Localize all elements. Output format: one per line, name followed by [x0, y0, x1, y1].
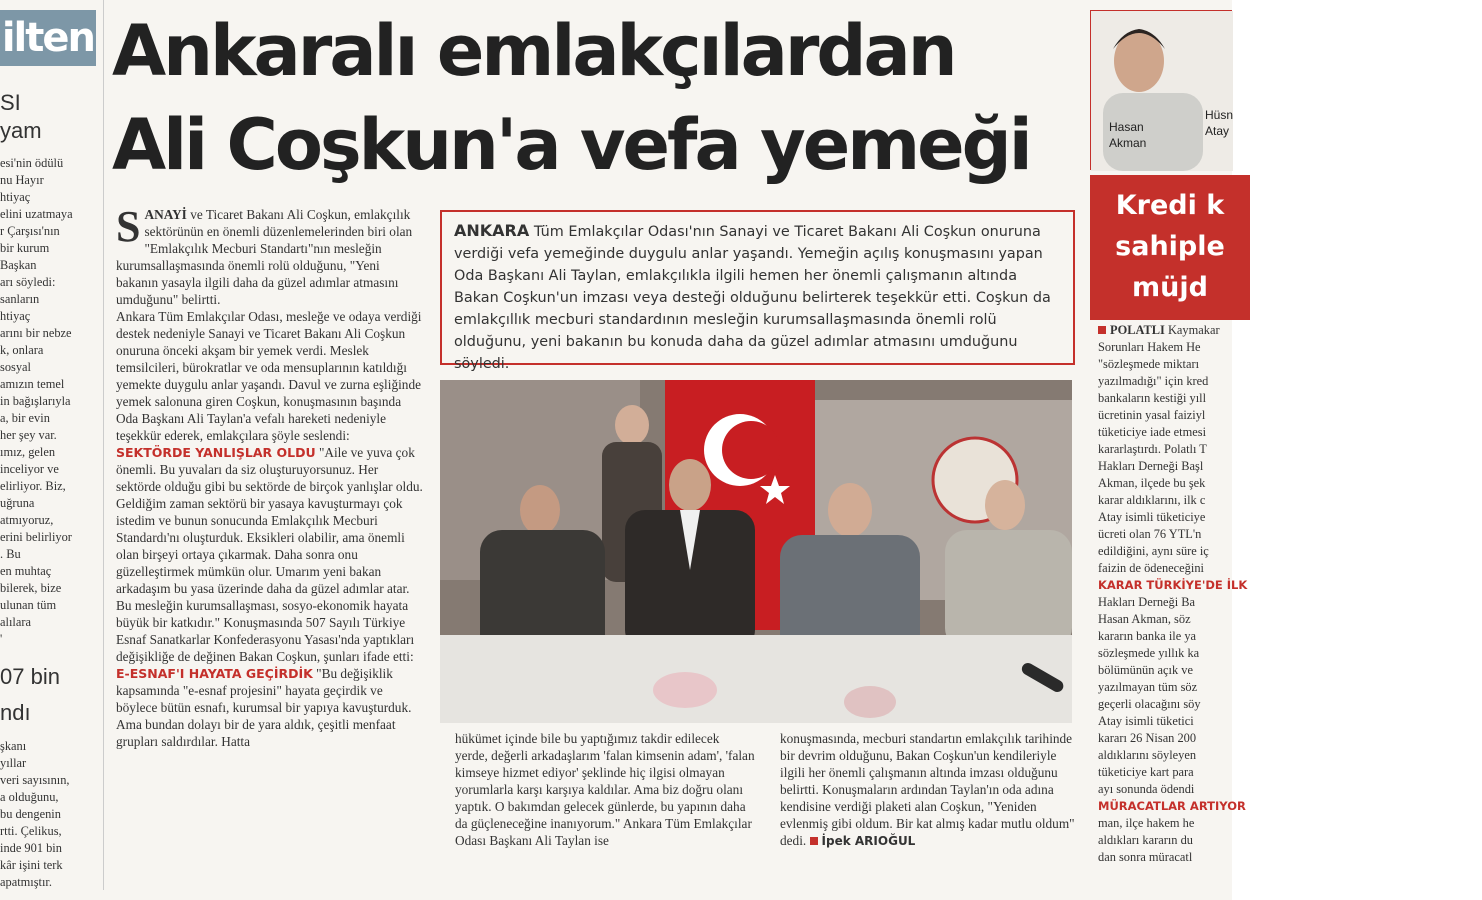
right-column: [1090, 10, 1248, 890]
left-text-line: alılara: [0, 615, 31, 629]
portrait-name-2: Hüsn Atay: [1205, 108, 1234, 138]
right-text-line: kararlaştırdı. Polatlı T: [1098, 442, 1207, 456]
banner-line-1: Kredi k: [1115, 190, 1225, 221]
right-text-line: karar aldıklarını, ilk c: [1098, 493, 1206, 507]
headline-line-2: Ali Coşkun'a vefa yemeği: [112, 104, 1030, 186]
headline: [112, 4, 1087, 192]
left-text-line: veri sayısının,: [0, 773, 70, 787]
left-text-line: yıllar: [0, 756, 27, 770]
left-body-2: [0, 738, 70, 891]
right-banner: [1090, 175, 1250, 320]
right-text-line: yazılmayan tüm söz: [1098, 680, 1198, 694]
right-text-line: sözleşmede yıllık ka: [1098, 646, 1200, 660]
left-text-line: k, onlara: [0, 343, 44, 357]
left-text-line: r Çarşısı'nın: [0, 224, 60, 238]
left-headline-2: yam: [0, 118, 42, 143]
left-headline-3: 07 bin: [0, 664, 60, 689]
left-text-line: uğruna: [0, 496, 35, 510]
right-subheading-1: KARAR TÜRKİYE'DE İLK: [1098, 578, 1248, 592]
paragraph-1-lead: ANAYİ: [144, 207, 187, 222]
banner-line-3: müjd: [1132, 272, 1208, 303]
left-text-line: elirliyor. Biz,: [0, 479, 66, 493]
left-text-line: . Bu: [0, 547, 21, 561]
right-text-line: bankaların kestiği yıll: [1098, 391, 1207, 405]
left-text-line: ': [0, 632, 3, 646]
right-text-line: Atay isimli tüketici: [1098, 714, 1194, 728]
right-text-line: bölümünün açık ve: [1098, 663, 1193, 677]
left-headline-4: ndı: [0, 700, 31, 725]
right-text-line: Atay isimli tüketiciye: [1098, 510, 1206, 524]
right-subheading-2: MÜRACATLAR ARTIYOR: [1098, 799, 1246, 813]
headline-line-1: Ankaralı emlakçılardan: [112, 10, 955, 92]
left-text-line: apatmıştır.: [0, 875, 52, 889]
left-text-line: amızın temel: [0, 377, 65, 391]
left-text-line: bilerek, bize: [0, 581, 62, 595]
left-text-line: her şey var.: [0, 428, 57, 442]
right-text-line: kararın banka ile ya: [1098, 629, 1197, 643]
portrait-box: [1090, 10, 1232, 170]
left-text-line: inde 901 bin: [0, 841, 62, 855]
right-text-line: Sorunları Hakem He: [1098, 340, 1201, 354]
left-text-line: ulunan tüm: [0, 598, 57, 612]
right-text-line: Kaymakar: [1167, 323, 1220, 337]
intro-box: [440, 210, 1075, 372]
left-text-line: ımız, gelen: [0, 445, 56, 459]
left-text-line: bir kurum: [0, 241, 50, 255]
portrait-name-1: Hasan Akman: [1109, 120, 1147, 150]
right-text-line: faizin de ödeneceğini: [1098, 561, 1204, 575]
right-text-line: dan sonra müracatl: [1098, 850, 1193, 864]
left-headline-1: SI: [0, 90, 21, 115]
column-rule: [103, 0, 104, 890]
right-text-line: edildiğini, aynı süre iç: [1098, 544, 1209, 558]
end-mark: [810, 837, 818, 845]
right-text-line: "sözleşmede miktarı: [1098, 357, 1200, 371]
left-text-line: a, bir evin: [0, 411, 50, 425]
paragraph-2: Ankara Tüm Emlakçılar Odası, mesleğe ve odaya verdiği destek nedeniyle Sanayi ve Ticaret Bakanı Ali Coşkun onuruna önceki akşam bir yemek verdi. Meslek temsilcileri, bürokratlar ve oda mensuplarının katıldığı yemekte duygulu anlar yaşandı. Davul ve zurna eşliğinde yemek salonuna giren Coşkun, konuşmasının başında Oda Başkanı Ali Taylan'a vefalı hareketi nedeniyle teşekkür ederek, emlakçılara şöyle seslendi:: [116, 309, 422, 443]
intro-text: Tüm Emlakçılar Odası'nın Sanayi ve Ticaret Bakanı Ali Coşkun onuruna verdiği vefa yemeğinde duygulu anlar yaşandı. Yemeğin açılış konuşmasını yapan Oda Başkanı Ali Taylan, emlakçılıkla ilgili hemen her önemli çalışmanın altında Bakan Coşkun'un imzası veya desteği olduğunu belirterek teşekkür etti. Coşkun da emlakçıllık mecburi standardının mesleğin kurumsallaşmasında önemli rolü olduğunu, yeni bakanın bu konuda daha da güzel adımlar atmasını umduğunu söyledi.: [454, 224, 1051, 372]
column-2-text: hükümet içinde bile bu yaptığımız takdir edilecek yerde, değerli arkadaşlarım 'falan kimsenin adam', 'falan kimseye hizmet ediyor' şeklinde hiç ilgisi olmayan yorumlarla karşı karşıya kaldılar. Ama biz doğru olanı yaptık. O bakımdan gelecek günlerde, bu yapının daha da güçleneceğine inanıyorum." Ankara Tüm Emlakçılar Odası Başkanı Ali Taylan ise: [455, 731, 755, 848]
paragraph-3: "Aile ve yuva çok önemli. Bu yuvaları da siz oluşturuyorsunuz. Her sektörde olduğu gibi bu sektörde de birçok yanlışlar oldu. Geldiğim zaman sektörü bir yasaya kavuşturmayı çok istedim ve bunun sonucunda Emlakçılık Mecburi Standardı'nı oluşturduk. Eksikleri olabilir, ama önemli olan birşeyi ortaya çıkarmak. Daha sonra onu güzelleştirmek mümkün olur. Umarım yeni bakan arkadaşım bu yasa üzerinde daha da güzel adımlar atar. Bu mesleğin kurumsallaşması, sosyo-ekonomik hayata büyük bir katkıdır." Konuşmasında 507 Sayılı Türkiye Esnaf Sanatkarlar Konfederasyonu Yasası'nda yaptıkları değişikliğe de değinen Bakan Coşkun, şunları ifade etti:: [116, 445, 423, 664]
left-text-line: esi'nin ödülü: [0, 156, 64, 170]
paragraph-4: "Bu değişiklik kapsamında "e-esnaf projesini" hayata geçirdik ve böylece bütün esnafı, kurumsal bir yapıya kavuşturduk. Ama bundan dolayı bir de yara aldık, çeşitli menfaat grupları saldırdılar. Hatta: [116, 666, 412, 749]
right-text-line: geçerli olacağını söy: [1098, 697, 1201, 711]
left-body-1: [0, 155, 73, 648]
right-text-line: yazılmadığı" için kred: [1098, 374, 1209, 388]
drop-cap: S: [116, 202, 141, 251]
right-text-line: tüketiciye iade etmesi: [1098, 425, 1207, 439]
right-text-line: ücretinin yasal faiziyl: [1098, 408, 1206, 422]
author-signature: İpek ARIOĞUL: [821, 834, 916, 848]
right-text-line: Hasan Akman, söz: [1098, 612, 1191, 626]
right-lead: POLATLI: [1110, 323, 1165, 337]
photo-illustration: [440, 380, 1072, 723]
left-text-line: a olduğunu,: [0, 790, 59, 804]
left-text-line: in bağışlarıyla: [0, 394, 71, 408]
subheading-2: E-ESNAF'I HAYATA GEÇİRDİK: [116, 666, 313, 681]
intro-location: ANKARA: [454, 221, 530, 240]
subheading-1: SEKTÖRDE YANLIŞLAR OLDU: [116, 445, 316, 460]
article-column-3: [780, 730, 1075, 850]
left-text-line: erini belirliyor: [0, 530, 72, 544]
left-text-line: bu dengenin: [0, 807, 61, 821]
left-text-line: atmıyoruz,: [0, 513, 54, 527]
event-photo: [440, 380, 1072, 723]
paragraph-1: ve Ticaret Bakanı Ali Coşkun, emlakçılık sektörünün en önemli düzenlemelerinden biri olan "Emlakçılık Mecburi Standartı"nın mesleğin kurumsallaşmasında önemli rolü olduğunu, "Yeni bakanın yasayla ilgili daha da güzel adımlar atmasını umduğunu" belirtti.: [116, 207, 413, 307]
section-tag: ilten: [0, 10, 96, 66]
article-column-1: [116, 202, 424, 750]
left-text-line: sosyal: [0, 360, 31, 374]
right-text-line: man, ilçe hakem he: [1098, 816, 1195, 830]
left-text-line: Başkan: [0, 258, 37, 272]
right-text-line: ücreti olan 76 YTL'n: [1098, 527, 1202, 541]
right-text-line: ayı sonunda ödendi: [1098, 782, 1195, 796]
left-text-line: en muhtaç: [0, 564, 52, 578]
right-body: [1098, 322, 1298, 866]
left-column: [0, 0, 104, 900]
article-column-2: [455, 730, 755, 849]
right-text-line: Hakları Derneği Başl: [1098, 459, 1204, 473]
left-text-line: kâr işini terk: [0, 858, 63, 872]
left-text-line: arı söyledi:: [0, 275, 56, 289]
left-text-line: şkanı: [0, 739, 27, 753]
right-text-line: aldıkları kararın du: [1098, 833, 1193, 847]
left-text-line: rtti. Çelikus,: [0, 824, 62, 838]
left-text-line: nu Hayır: [0, 173, 44, 187]
left-text-line: arını bir nebze: [0, 326, 72, 340]
banner-line-2: sahiple: [1115, 231, 1225, 262]
left-text-line: inceliyor ve: [0, 462, 59, 476]
left-text-line: htiyaç: [0, 190, 31, 204]
right-text-line: aldıklarını söyleyen: [1098, 748, 1197, 762]
right-text-line: Akman, ilçede bu şek: [1098, 476, 1206, 490]
left-text-line: elini uzatmaya: [0, 207, 73, 221]
right-text-line: kararı 26 Nisan 200: [1098, 731, 1197, 745]
right-text-line: tüketiciye kart para: [1098, 765, 1194, 779]
right-text-line: Hakları Derneği Ba: [1098, 595, 1196, 609]
left-text-line: sanların: [0, 292, 40, 306]
column-3-text: konuşmasında, mecburi standartın emlakçılık tarihinde bir devrim olduğunu, Bakan Coşkun'un kendileriyle ilgili her önemli çalışmanın altında imzası olduğunu belirtti. Konuşmaların ardından Taylan'ın oda adına kendisine verdiği plaketi alan Coşkun, "Yeniden evlenmiş gibi oldum. Bir kat almış kadar mutlu oldum" dedi.: [780, 731, 1075, 848]
left-text-line: htiyaç: [0, 309, 31, 323]
